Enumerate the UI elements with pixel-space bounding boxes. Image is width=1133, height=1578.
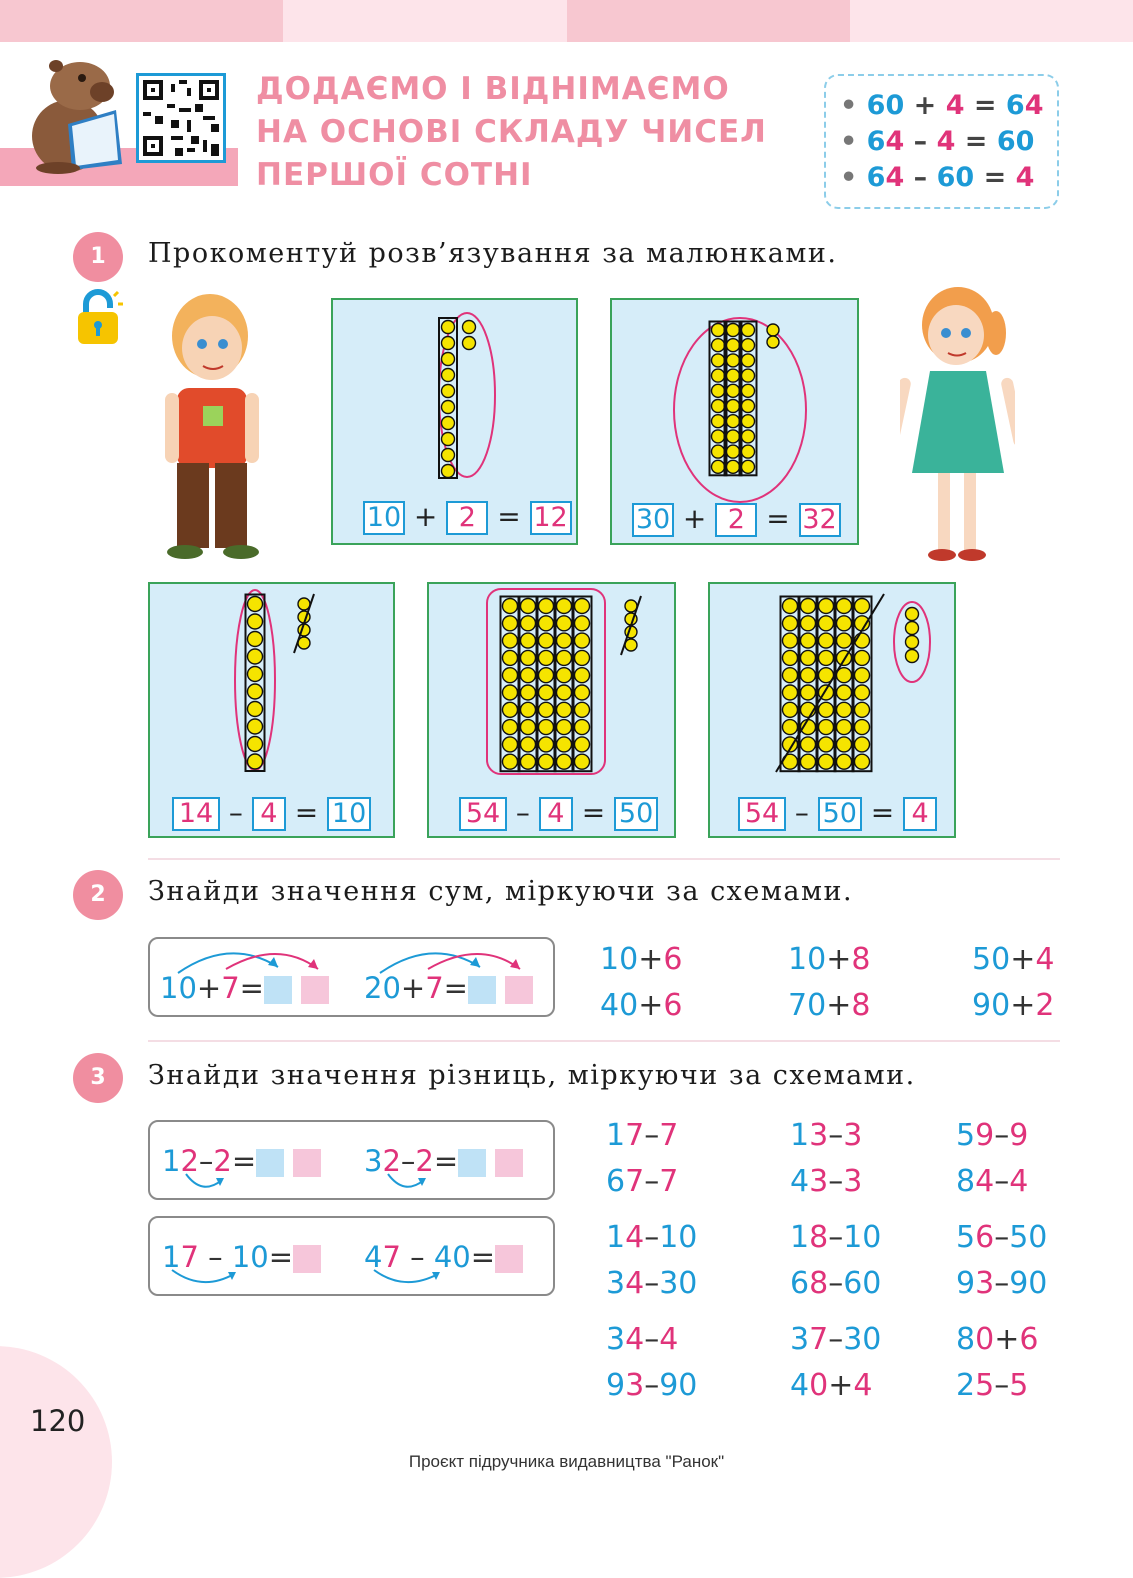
answer-square-pink[interactable] xyxy=(495,1149,523,1177)
task-2-scheme-2: 20+7= xyxy=(364,971,533,1005)
lesson-title xyxy=(256,68,796,197)
task-1-panel-4 xyxy=(427,582,676,838)
answer-square-blue[interactable] xyxy=(264,976,292,1004)
answer-square-blue[interactable] xyxy=(256,1149,284,1177)
task-3-scheme-box-1 xyxy=(148,1120,555,1200)
lesson-title-line-1: ДОДАЄМО І ВІДНІМАЄМО xyxy=(256,71,730,107)
task-3-expression: 17–7 xyxy=(606,1118,679,1153)
answer-square-pink[interactable] xyxy=(293,1245,321,1273)
qr-code[interactable] xyxy=(136,73,226,163)
task-3-expression: 37–30 xyxy=(790,1322,882,1357)
example-line-2: • 64 – 4 = 60 xyxy=(840,126,1035,157)
task-3-expression: 13–3 xyxy=(790,1118,863,1153)
panel-1-addend-2-box: 2 xyxy=(446,501,488,535)
divider-2 xyxy=(148,1040,1060,1042)
task-3-expression: 59–9 xyxy=(956,1118,1029,1153)
divider-1 xyxy=(148,858,1060,860)
task-2-expression: 10+6 xyxy=(600,942,683,977)
panel-4-minuend-box: 54 xyxy=(459,797,507,831)
panel-3-result-box: 10 xyxy=(327,797,371,831)
task-1-text: Прокоментуй розв’язування за малюнками. xyxy=(148,238,838,269)
girl-illustration xyxy=(900,283,1015,565)
task-1-panel-3-equation: 14 – 4 = 10 xyxy=(172,796,371,831)
panel-3-subtrahend-box: 4 xyxy=(252,797,286,831)
task-1-panel-2-equation: 30 + 2 = 32 xyxy=(632,502,841,537)
answer-square-blue[interactable] xyxy=(458,1149,486,1177)
answer-square-pink[interactable] xyxy=(301,976,329,1004)
panel-5-result-box: 4 xyxy=(903,797,937,831)
panel-2-addend-2-box: 2 xyxy=(715,503,757,537)
task-3-expression: 93–90 xyxy=(956,1266,1048,1301)
task-3-scheme-1: 12–2= xyxy=(162,1144,321,1178)
answer-square-pink[interactable] xyxy=(495,1245,523,1273)
panel-2-addend-box: 30 xyxy=(632,503,674,537)
task-2-number: 2 xyxy=(73,870,123,920)
task-3-scheme-2: 32–2= xyxy=(364,1144,523,1178)
task-2-expression: 90+2 xyxy=(972,988,1055,1023)
task-3-number: 3 xyxy=(73,1053,123,1103)
task-2-expression: 70+8 xyxy=(788,988,871,1023)
task-1-panel-5 xyxy=(708,582,956,838)
lesson-title-line-3: ПЕРШОЇ СОТНІ xyxy=(256,157,533,193)
task-3-expression: 34–4 xyxy=(606,1322,679,1357)
lesson-title-line-2: НА ОСНОВІ СКЛАДУ ЧИСЕЛ xyxy=(256,114,767,150)
task-1-panel-5-equation: 54 – 50 = 4 xyxy=(738,796,937,831)
panel-4-subtrahend-box: 4 xyxy=(539,797,573,831)
task-3-expression: 40+4 xyxy=(790,1368,873,1403)
task-2-expression: 40+6 xyxy=(600,988,683,1023)
boy-illustration xyxy=(155,288,265,563)
task-1-number: 1 xyxy=(73,232,123,282)
task-3-expression: 67–7 xyxy=(606,1164,679,1199)
task-3-expression: 18–10 xyxy=(790,1220,882,1255)
task-3-expression: 34–30 xyxy=(606,1266,698,1301)
task-3-expression: 80+6 xyxy=(956,1322,1039,1357)
page-number: 120 xyxy=(30,1404,86,1438)
task-3-scheme-3: 17 – 10= xyxy=(162,1240,321,1274)
task-3-expression: 25–5 xyxy=(956,1368,1029,1403)
answer-square-blue[interactable] xyxy=(468,976,496,1004)
panel-5-subtrahend-box: 50 xyxy=(818,797,862,831)
task-3-expression: 43–3 xyxy=(790,1164,863,1199)
example-line-3: • 64 – 60 = 4 xyxy=(840,162,1035,193)
task-3-expression: 84–4 xyxy=(956,1164,1029,1199)
panel-4-result-box: 50 xyxy=(614,797,658,831)
padlock-icon[interactable] xyxy=(76,288,124,346)
task-3-scheme-4: 47 – 40= xyxy=(364,1240,523,1274)
answer-square-pink[interactable] xyxy=(505,976,533,1004)
task-1-panel-1-equation: 10 + 2 = 12 xyxy=(363,500,572,535)
task-2-expression: 50+4 xyxy=(972,942,1055,977)
top-band xyxy=(0,0,1133,42)
task-2-expression: 10+8 xyxy=(788,942,871,977)
task-1-panel-3 xyxy=(148,582,395,838)
task-1-panel-2 xyxy=(610,298,859,545)
task-2-text: Знайди значення сум, міркуючи за схемами. xyxy=(148,876,854,907)
panel-3-minuend-box: 14 xyxy=(172,797,220,831)
task-2-scheme-box xyxy=(148,937,555,1017)
capybara-mascot-image xyxy=(18,52,138,174)
task-3-scheme-box-2 xyxy=(148,1216,555,1296)
footer-credit: Проєкт підручника видавництва "Ранок" xyxy=(408,1452,725,1471)
task-2-scheme-1: 10+7= xyxy=(160,971,329,1005)
panel-5-minuend-box: 54 xyxy=(738,797,786,831)
task-3-text: Знайди значення різниць, міркуючи за схемами. xyxy=(148,1060,916,1091)
task-1-panel-4-equation: 54 – 4 = 50 xyxy=(459,796,658,831)
example-box xyxy=(824,74,1059,209)
qr-code-icon xyxy=(139,76,223,160)
task-1-panel-1 xyxy=(331,298,578,545)
answer-square-pink[interactable] xyxy=(293,1149,321,1177)
panel-1-addend-box: 10 xyxy=(363,501,405,535)
task-3-expression: 68–60 xyxy=(790,1266,882,1301)
panel-2-result-box: 32 xyxy=(799,503,841,537)
task-3-expression: 14–10 xyxy=(606,1220,698,1255)
task-3-expression: 93–90 xyxy=(606,1368,698,1403)
task-3-expression: 56–50 xyxy=(956,1220,1048,1255)
example-line-1: • 60 + 4 = 64 xyxy=(840,90,1044,121)
panel-1-result-box: 12 xyxy=(530,501,572,535)
